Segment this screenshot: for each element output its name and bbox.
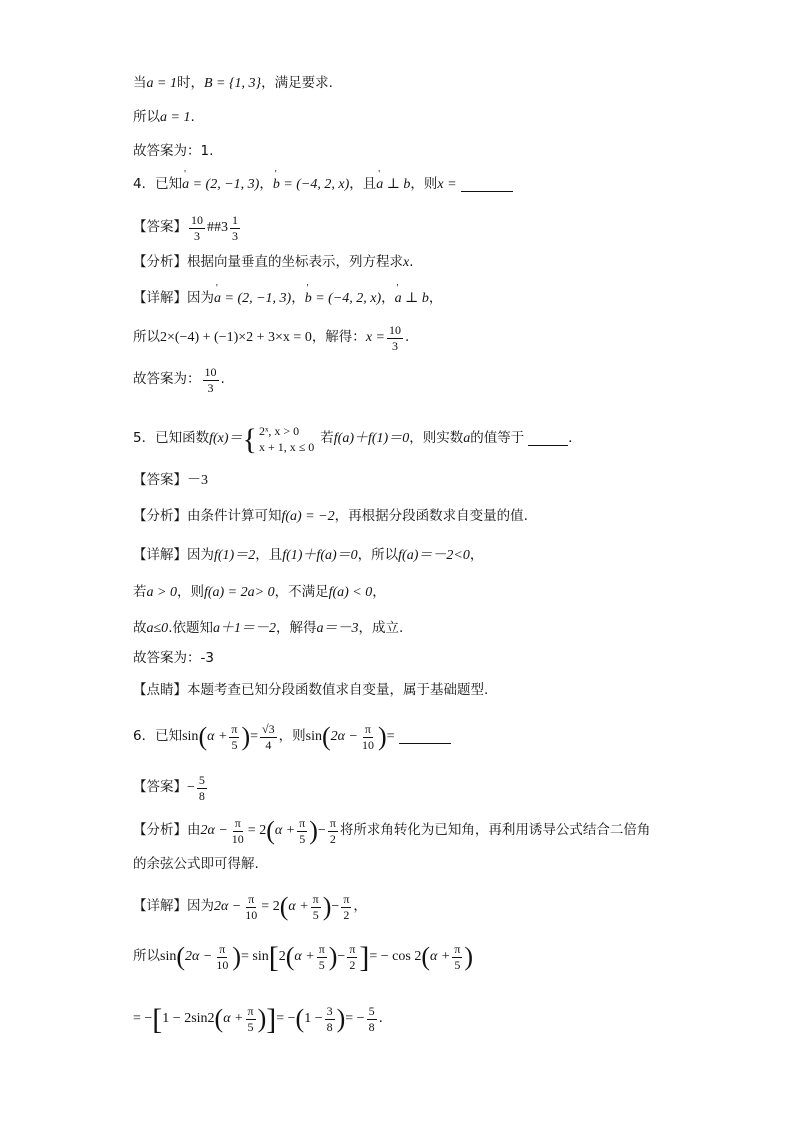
math: α + bbox=[288, 899, 309, 915]
separator: ## bbox=[207, 220, 221, 236]
fraction bbox=[260, 723, 277, 751]
q6-last bbox=[133, 1002, 383, 1036]
numerator: π bbox=[219, 942, 226, 956]
math: a = 1 bbox=[160, 110, 191, 125]
bracket: [ bbox=[268, 940, 279, 974]
fraction bbox=[317, 943, 327, 971]
fraction bbox=[230, 817, 246, 845]
text: ，成立. bbox=[358, 620, 404, 637]
text: . bbox=[378, 1010, 383, 1027]
numerator: π bbox=[454, 942, 461, 956]
math: f(x)＝ bbox=[209, 431, 243, 447]
q5-final bbox=[133, 652, 214, 666]
text: 故答案为： bbox=[133, 371, 201, 388]
math: α + bbox=[294, 949, 315, 965]
numerator: 5 bbox=[198, 773, 205, 787]
math: a bbox=[463, 431, 471, 447]
brace: { bbox=[242, 422, 257, 456]
math: = bbox=[250, 729, 259, 745]
detail-label: 【详解】 bbox=[133, 290, 187, 307]
answer-label: 【答案】 bbox=[133, 472, 187, 489]
case-a-equals-1-line bbox=[133, 77, 333, 91]
paren: ) bbox=[241, 722, 251, 752]
equation: 2×(−4) + (−1)×2 + 3×x = 0 bbox=[160, 330, 312, 346]
q5-analysis bbox=[133, 510, 528, 524]
fraction bbox=[197, 774, 207, 802]
math: > 0 bbox=[254, 585, 275, 600]
denominator: 5 bbox=[231, 737, 238, 752]
paren: ( bbox=[176, 942, 186, 972]
math: f(a) = −2 bbox=[281, 509, 335, 524]
text: ，且 bbox=[349, 176, 377, 193]
numerator: π bbox=[318, 942, 325, 956]
text: 所以 bbox=[133, 109, 160, 126]
math: = bbox=[386, 729, 395, 745]
math: f(a) = 2 bbox=[203, 585, 248, 600]
text: ，且 bbox=[255, 547, 283, 564]
text: . bbox=[409, 254, 414, 271]
case-1: 2ˣ, x > 0 bbox=[258, 424, 300, 438]
text: ，则实数 bbox=[409, 430, 464, 447]
denominator: 10 bbox=[216, 957, 229, 972]
fraction bbox=[452, 943, 462, 971]
q4-solve bbox=[133, 324, 409, 352]
exponent: 2 bbox=[207, 1011, 215, 1027]
fraction bbox=[243, 893, 259, 921]
math: B = {1, 3} bbox=[203, 76, 262, 91]
question-number: 5．已知函数 bbox=[133, 430, 210, 447]
question-number: 6．已知 bbox=[133, 728, 183, 745]
numerator: π bbox=[343, 892, 350, 906]
paren: ) bbox=[257, 1004, 267, 1034]
q6-answer bbox=[133, 774, 209, 802]
text: 由条件计算可知 bbox=[187, 508, 282, 525]
math: x = bbox=[365, 330, 385, 346]
text: 当 bbox=[133, 75, 147, 92]
q5-case-nonpositive bbox=[133, 622, 403, 636]
numerator: π bbox=[234, 816, 241, 830]
text: 由 bbox=[187, 822, 201, 839]
text: ， bbox=[291, 290, 305, 307]
denominator: 5 bbox=[299, 831, 306, 846]
detail-label: 【详解】 bbox=[133, 547, 187, 564]
fraction bbox=[341, 893, 351, 921]
numerator: 1 bbox=[232, 213, 238, 227]
q6-analysis-cont bbox=[133, 858, 259, 872]
text: ，解得： bbox=[311, 329, 366, 346]
q4-detail bbox=[133, 292, 442, 306]
q6-analysis bbox=[133, 817, 650, 845]
math: a＋1＝－2 bbox=[212, 621, 276, 636]
perpendicular: ' a ⊥ b bbox=[395, 292, 429, 306]
q4-answer bbox=[133, 214, 242, 242]
denominator: 4 bbox=[265, 737, 272, 752]
vector-a: ' a = (2, −1, 3) bbox=[214, 292, 291, 306]
numerator: 10 bbox=[191, 213, 203, 227]
text: ， bbox=[353, 898, 367, 915]
text: 故 bbox=[133, 620, 147, 637]
math: x = bbox=[437, 177, 457, 192]
text: ，则 bbox=[278, 728, 306, 745]
sin: sin bbox=[182, 729, 199, 745]
fraction bbox=[230, 214, 240, 242]
text: 根据向量垂直的坐标表示，列方程求 bbox=[187, 254, 403, 271]
text: ，解得 bbox=[275, 620, 317, 637]
paren: ( bbox=[421, 942, 431, 972]
paren: ( bbox=[266, 816, 275, 846]
math: − bbox=[331, 899, 340, 915]
q5-stem bbox=[133, 423, 582, 455]
math: − bbox=[337, 949, 346, 965]
denominator: 3 bbox=[391, 338, 398, 353]
math: a > 0 bbox=[146, 585, 177, 600]
paren: ) bbox=[464, 942, 474, 972]
text: ，满足要求. bbox=[261, 75, 333, 92]
text: 因为 bbox=[187, 898, 214, 915]
bracket: ] bbox=[359, 940, 370, 974]
fraction bbox=[246, 1005, 256, 1033]
denominator: 3 bbox=[207, 380, 214, 395]
paren: ) bbox=[336, 1004, 346, 1034]
fraction bbox=[387, 324, 403, 352]
math: = 2 bbox=[247, 823, 267, 839]
numerator: 3 bbox=[326, 1004, 333, 1018]
text: ，所以 bbox=[357, 547, 399, 564]
text: 若 bbox=[133, 584, 147, 601]
paren: ( bbox=[321, 722, 331, 752]
vector-b: ' b = (−4, 2, x) bbox=[305, 292, 381, 306]
answer-blank bbox=[528, 433, 568, 446]
text: 若 bbox=[320, 430, 334, 447]
text: . bbox=[190, 109, 195, 126]
sin: sin bbox=[160, 949, 177, 965]
paren: ( bbox=[285, 942, 295, 972]
paren: ( bbox=[214, 1004, 224, 1034]
numerator: 5 bbox=[368, 1004, 375, 1018]
denominator: 2 bbox=[349, 957, 356, 972]
q6-so bbox=[133, 940, 474, 974]
denominator: 2 bbox=[343, 907, 350, 922]
comment-label: 【点睛】 bbox=[133, 682, 187, 698]
text: ， bbox=[428, 290, 443, 307]
math: = − cos 2 bbox=[369, 949, 422, 965]
paren: ) bbox=[232, 942, 241, 972]
bracket: ] bbox=[266, 1002, 277, 1036]
text: ， bbox=[372, 584, 386, 601]
question-number: 4．已知 bbox=[133, 176, 183, 193]
math: = sin bbox=[240, 949, 269, 965]
q5-answer bbox=[133, 474, 208, 488]
text: 因为 bbox=[187, 290, 214, 307]
math: f(1)＝2 bbox=[214, 548, 256, 563]
text: ， bbox=[381, 290, 395, 307]
fraction bbox=[367, 1005, 377, 1033]
paren: ( bbox=[198, 722, 208, 752]
fraction bbox=[214, 943, 230, 971]
bracket: [ bbox=[152, 1002, 163, 1036]
numerator: 10 bbox=[388, 323, 401, 337]
denominator: 10 bbox=[231, 831, 244, 846]
math: 2α − bbox=[185, 949, 213, 965]
text: ，不满足 bbox=[274, 584, 329, 601]
math: α + bbox=[223, 1011, 244, 1027]
denominator: 5 bbox=[247, 1019, 254, 1034]
answer-label: 【答案】 bbox=[133, 779, 187, 796]
denominator: 5 bbox=[312, 907, 319, 922]
denominator: 10 bbox=[245, 907, 258, 922]
math: 2α − bbox=[200, 823, 228, 839]
math: α + bbox=[274, 823, 296, 839]
perpendicular: ' a ⊥ b bbox=[376, 178, 410, 192]
text: 故答案为：1. bbox=[133, 143, 214, 159]
math: 1 − 2sin bbox=[162, 1011, 208, 1027]
denominator: 2 bbox=[329, 831, 336, 846]
denominator: 8 bbox=[326, 1019, 333, 1034]
numerator: π bbox=[364, 722, 371, 736]
q5-detail bbox=[133, 549, 483, 563]
math: = − bbox=[345, 1011, 365, 1027]
text: ，再根据分段函数求自变量的值. bbox=[334, 508, 528, 525]
math: 1 − bbox=[304, 1011, 323, 1027]
math: α + bbox=[430, 949, 451, 965]
math: − bbox=[317, 823, 326, 839]
math: f(a) < 0 bbox=[328, 585, 373, 600]
fraction bbox=[297, 817, 307, 845]
text: 的值等于 bbox=[470, 430, 525, 447]
numerator: π bbox=[248, 892, 255, 906]
fraction bbox=[328, 817, 338, 845]
fraction bbox=[325, 1005, 335, 1033]
q5-comment bbox=[133, 684, 488, 698]
numerator: π bbox=[247, 1004, 254, 1018]
math: = − bbox=[276, 1011, 296, 1027]
paren: ( bbox=[295, 1004, 305, 1034]
fraction bbox=[311, 893, 321, 921]
numerator: π bbox=[231, 722, 238, 736]
math: 2α − bbox=[330, 729, 358, 745]
q6-stem bbox=[133, 723, 451, 751]
denominator: 8 bbox=[368, 1019, 375, 1034]
math: = 2 bbox=[261, 899, 280, 915]
denominator: 10 bbox=[361, 737, 374, 752]
denominator: 3 bbox=[194, 228, 200, 243]
fraction bbox=[229, 723, 239, 751]
q5-case-positive bbox=[133, 586, 386, 600]
math: f(a)＋f(1)＝0 bbox=[333, 431, 410, 447]
q4-final bbox=[133, 366, 225, 394]
text: 因为 bbox=[187, 547, 214, 564]
analysis-label: 【分析】 bbox=[133, 508, 187, 525]
math: = − bbox=[133, 1011, 153, 1027]
exponent: a bbox=[247, 585, 255, 600]
numerator: π bbox=[312, 892, 319, 906]
answer-label: 【答案】 bbox=[133, 219, 187, 236]
math: 2α − bbox=[214, 899, 242, 915]
text: 所以 bbox=[133, 948, 160, 965]
text: 将所求角转化为已知角，再利用诱导公式结合二倍角 bbox=[339, 822, 651, 839]
answer-value: －3 bbox=[187, 473, 208, 488]
denominator: 8 bbox=[198, 788, 205, 803]
answer-blank bbox=[399, 731, 451, 744]
text: .依题知 bbox=[168, 620, 213, 637]
paren: ) bbox=[309, 816, 318, 846]
whole-number: 3 bbox=[221, 220, 228, 236]
sin: sin bbox=[305, 729, 322, 745]
math: f(1)＋f(a)＝0 bbox=[282, 548, 358, 563]
text: ， bbox=[469, 547, 484, 564]
text: ，则 bbox=[410, 176, 438, 193]
denominator: 3 bbox=[232, 228, 238, 243]
math: α + bbox=[207, 729, 228, 745]
paren: ) bbox=[328, 942, 338, 972]
numerator: √3 bbox=[262, 722, 275, 736]
text: . bbox=[220, 371, 225, 388]
math: a = 1 bbox=[146, 76, 177, 91]
piecewise-cases bbox=[259, 423, 314, 455]
text: . bbox=[404, 329, 410, 346]
numerator: 10 bbox=[204, 365, 217, 379]
analysis-label: 【分析】 bbox=[133, 254, 187, 271]
text: ，则 bbox=[176, 584, 204, 601]
fraction bbox=[189, 214, 205, 242]
paren: ) bbox=[322, 892, 332, 922]
paren: ( bbox=[279, 892, 289, 922]
analysis-label: 【分析】 bbox=[133, 822, 187, 839]
text: ， bbox=[259, 176, 273, 193]
numerator: π bbox=[329, 816, 336, 830]
fraction bbox=[203, 366, 219, 394]
text: 故答案为：-3 bbox=[133, 650, 214, 666]
answer-1-line bbox=[133, 145, 213, 159]
fraction bbox=[347, 943, 357, 971]
vector-a: ' a = (2, −1, 3) bbox=[182, 178, 259, 192]
q4-stem bbox=[133, 178, 513, 192]
denominator: 5 bbox=[454, 957, 461, 972]
text: 的余弦公式即可得解. bbox=[133, 856, 259, 872]
paren: ) bbox=[377, 722, 387, 752]
case-2: x + 1, x ≤ 0 bbox=[258, 440, 315, 455]
text: ． bbox=[568, 430, 582, 447]
text: 时， bbox=[176, 75, 204, 92]
denominator: 5 bbox=[318, 957, 325, 972]
vector-b: ' b = (−4, 2, x) bbox=[273, 178, 349, 192]
so-a-equals-1-line bbox=[133, 111, 195, 125]
math: a≤0 bbox=[146, 621, 169, 636]
sign: − bbox=[187, 780, 195, 796]
detail-label: 【详解】 bbox=[133, 898, 187, 915]
numerator: π bbox=[349, 942, 356, 956]
math: a＝－3 bbox=[316, 621, 359, 636]
text: 所以 bbox=[133, 329, 160, 346]
math: f(a)＝－2<0 bbox=[398, 548, 470, 563]
q6-detail bbox=[133, 893, 367, 921]
math: x bbox=[403, 255, 410, 270]
answer-blank bbox=[461, 179, 513, 192]
numerator: π bbox=[299, 816, 306, 830]
q4-analysis bbox=[133, 256, 414, 270]
text: 本题考查已知分段函数值求自变量，属于基础题型. bbox=[187, 682, 489, 698]
math: 2 bbox=[278, 949, 286, 965]
fraction bbox=[360, 723, 376, 751]
